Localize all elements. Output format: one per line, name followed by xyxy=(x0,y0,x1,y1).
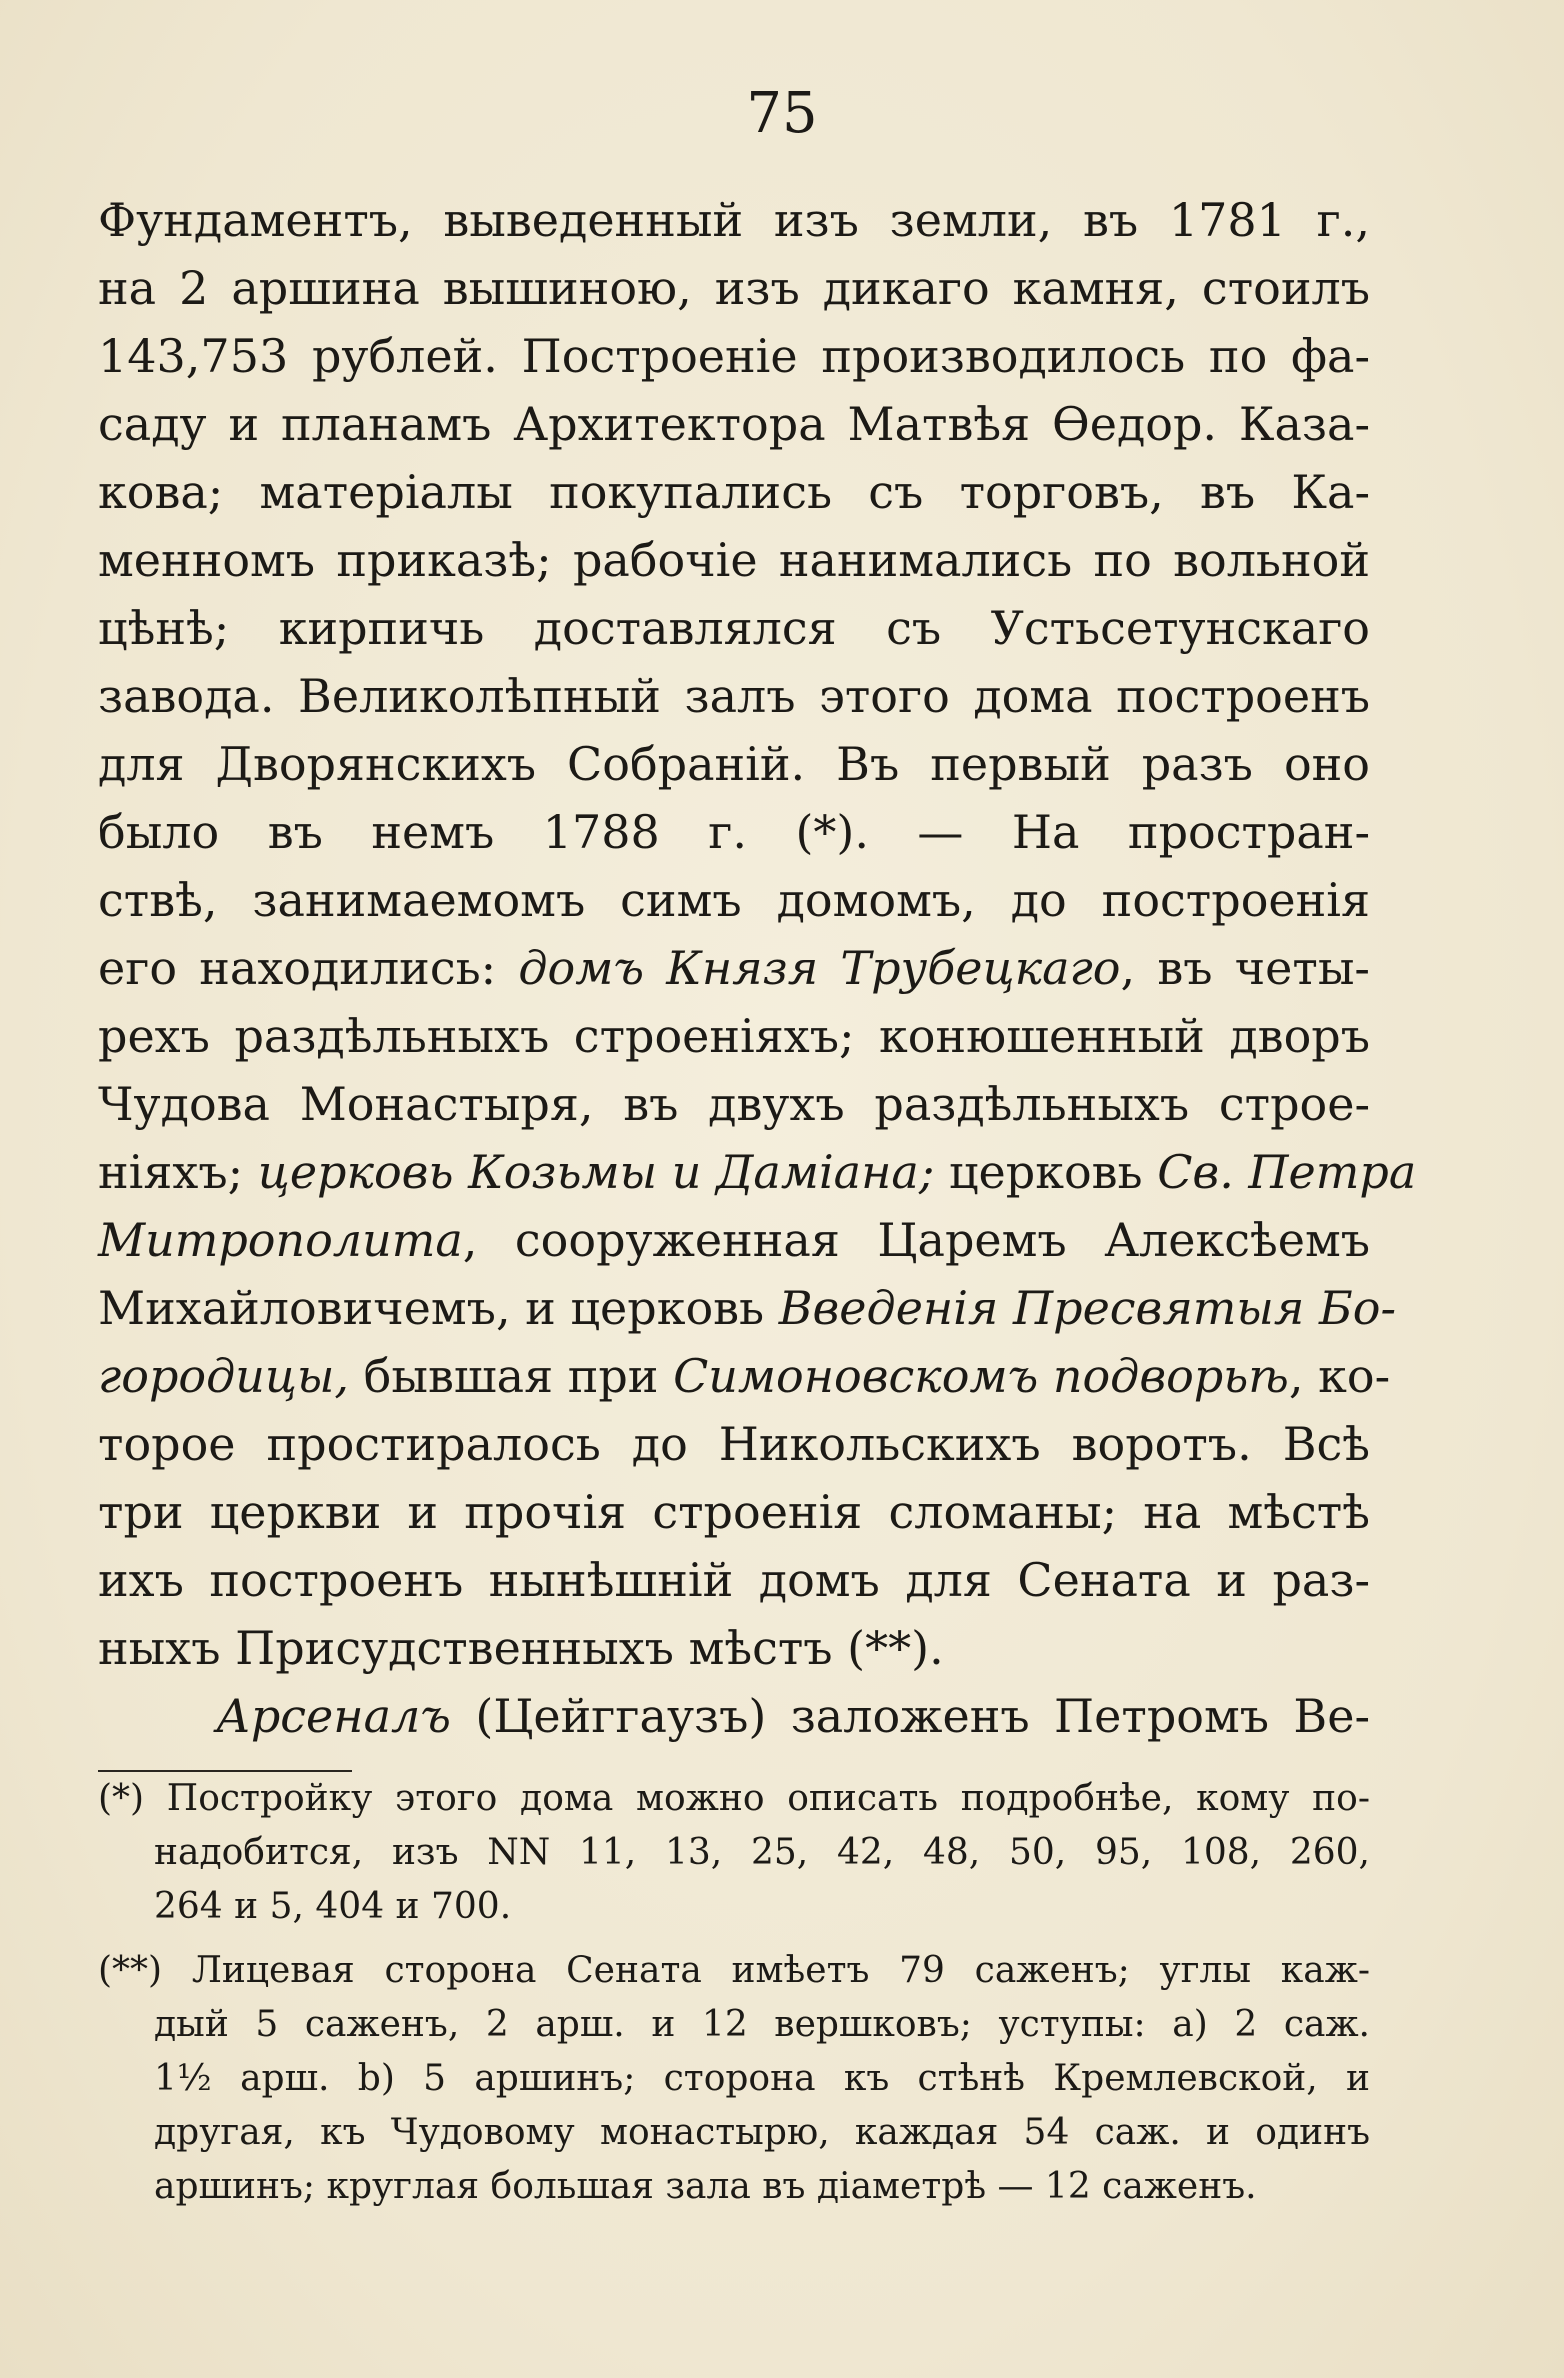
text-line: цѣнѣ; кирпичь доставлялся съ Устьсетунскаго xyxy=(98,601,1370,655)
text-run: ніяхъ; xyxy=(98,1145,258,1199)
text-line xyxy=(98,1682,1370,1750)
footnote-line: аршинъ; круглая большая зала въ діаметрѣ — 12 саженъ. xyxy=(154,2166,1257,2207)
text-line: кова; матеріалы покупались съ торговъ, въ Ка- xyxy=(98,465,1370,519)
footnotes xyxy=(98,1772,1370,2214)
text-line: 143,753 рублей. Построеніе производилось по фа- xyxy=(98,329,1370,383)
footnote xyxy=(98,1772,1370,1934)
text-line: было въ немъ 1788 г. (*). — На простран- xyxy=(98,805,1370,859)
footnote xyxy=(98,1944,1370,2214)
text-run: его находились: xyxy=(98,941,519,995)
italic-name: Св. Петра xyxy=(1157,1145,1417,1199)
text-line xyxy=(98,934,1370,1002)
text-line: ствѣ, занимаемомъ симъ домомъ, до построенія xyxy=(98,873,1370,927)
text-line: менномъ приказѣ; рабочіе нанимались по вольной xyxy=(98,533,1370,587)
italic-name: церковь Козьмы и Даміана; xyxy=(257,1145,935,1199)
italic-name: Митрополита xyxy=(98,1213,463,1267)
footnote-line: дый 5 саженъ, 2 арш. и 12 вершковъ; уступы: а) 2 саж. xyxy=(154,2004,1370,2045)
italic-name: городицы, xyxy=(98,1349,350,1403)
footnote-line: 264 и 5, 404 и 700. xyxy=(154,1886,512,1927)
footnote-line: другая, къ Чудовому монастырю, каждая 54 саж. и одинъ xyxy=(154,2112,1370,2153)
italic-name: домъ Князя Трубецкаго xyxy=(518,941,1121,995)
text-line: Фундаментъ, выведенный изъ земли, въ 1781 г., xyxy=(98,193,1370,247)
italic-name: Введенія Пресвятыя Бо- xyxy=(778,1281,1396,1335)
main-text xyxy=(98,186,1417,1750)
italic-name: Симоновскомъ подворьѣ xyxy=(673,1349,1289,1403)
text-line: рехъ раздѣльныхъ строеніяхъ; конюшенный дворъ xyxy=(98,1009,1370,1063)
text-line xyxy=(98,1274,1396,1342)
text-run: Михайловичемъ, и церковь xyxy=(98,1281,779,1335)
italic-name: Арсеналъ xyxy=(216,1689,451,1743)
text-line xyxy=(98,1138,1417,1206)
footnote-spacer xyxy=(98,1934,1370,1944)
footnote-line: (**) Лицевая сторона Сената имѣетъ 79 саженъ; углы каж- xyxy=(98,1950,1370,1991)
text-line: для Дворянскихъ Собраній. Въ первый разъ оно xyxy=(98,737,1370,791)
text-run: , ко- xyxy=(1288,1349,1391,1403)
text-line: три церкви и прочія строенія сломаны; на мѣстѣ xyxy=(98,1485,1370,1539)
text-line xyxy=(98,1206,1370,1274)
text-line: торое простиралось до Никольскихъ воротъ. Всѣ xyxy=(98,1417,1370,1471)
text-line: ныхъ Присудственныхъ мѣстъ (**). xyxy=(98,1621,944,1675)
text-run: , сооруженная Царемъ Алексѣемъ xyxy=(462,1213,1370,1267)
text-run: церковь xyxy=(934,1145,1158,1199)
text-line: завода. Великолѣпный залъ этого дома построенъ xyxy=(98,669,1370,723)
text-line: Чудова Монастыря, въ двухъ раздѣльныхъ строе- xyxy=(98,1077,1370,1131)
text-line: саду и планамъ Архитектора Матвѣя Ѳедор. Каза- xyxy=(98,397,1370,451)
footnote-line: надобится, изъ NN 11, 13, 25, 42, 48, 50, 95, 108, 260, xyxy=(154,1832,1370,1873)
footnote-line: 1½ арш. b) 5 аршинъ; сторона къ стѣнѣ Кремлевской, и xyxy=(154,2058,1370,2099)
text-run: бывшая при xyxy=(349,1349,674,1403)
page-number: 75 xyxy=(746,81,818,146)
text-line: на 2 аршина вышиною, изъ дикаго камня, стоилъ xyxy=(98,261,1370,315)
text-run: (Цейггаузъ) заложенъ Петромъ Ве- xyxy=(450,1689,1370,1743)
footnote-line: (*) Постройку этого дома можно описать подробнѣе, кому по- xyxy=(98,1778,1370,1819)
text-line xyxy=(98,1342,1391,1410)
text-run: , въ четы- xyxy=(1120,941,1370,995)
text-line: ихъ построенъ нынѣшній домъ для Сената и раз- xyxy=(98,1553,1370,1607)
